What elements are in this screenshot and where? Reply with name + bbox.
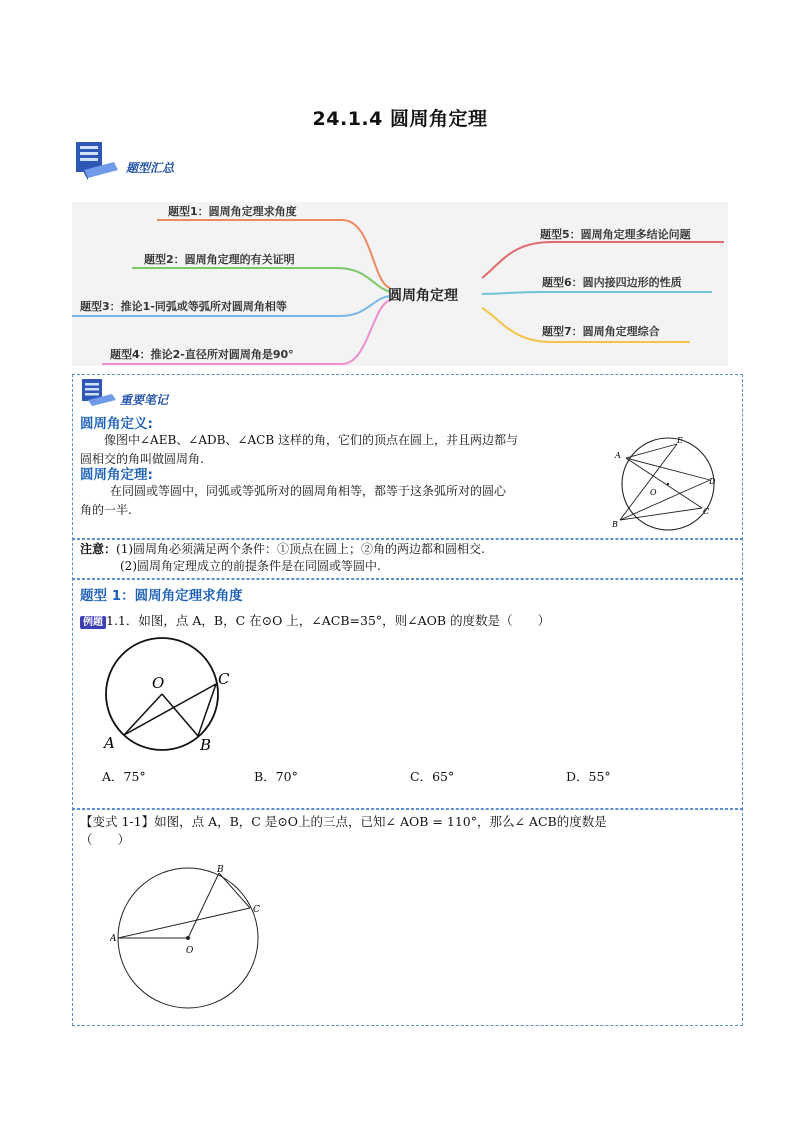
- mindmap-center: 圆周角定理: [388, 288, 458, 304]
- var-fig-label-b: B: [217, 865, 224, 875]
- option-a[interactable]: A．75°: [102, 769, 146, 784]
- mindmap-item-5: 题型5：圆周角定理多结论问题: [540, 228, 691, 241]
- var-fig-label-o: O: [186, 946, 194, 956]
- fig1-label-d: D: [709, 477, 716, 486]
- mindmap-item-3: 题型3：推论1-同弧或等弧所对圆周角相等: [80, 300, 287, 313]
- attention-line-1: (1)圆周角必须满足两个条件：①顶点在圆上；②角的两边都和圆相交.: [116, 542, 485, 556]
- circle-figure-example: [98, 636, 248, 756]
- theorem-heading: 圆周角定理:: [80, 467, 153, 483]
- summary-label: 题型汇总: [126, 161, 175, 175]
- example-question: 1.1．如图，点 A，B，C 在⊙O 上，∠ACB=35°，则∠AOB 的度数是（ ）: [106, 613, 551, 628]
- option-b[interactable]: B．70°: [254, 769, 298, 784]
- fig1-label-e: E: [677, 436, 683, 445]
- fig1-label-b: B: [612, 520, 618, 529]
- var-fig-label-c: C: [253, 905, 260, 915]
- attention-label: 注意：: [80, 542, 117, 556]
- book-icon: [74, 140, 120, 180]
- var-fig-label-a: A: [110, 934, 117, 944]
- ex-fig-label-c: C: [218, 670, 230, 688]
- mindmap-item-2: 题型2：圆周角定理的有关证明: [144, 253, 295, 266]
- attention-line-2: (2)圆周角定理成立的前提条件是在同圆或等圆中.: [120, 559, 381, 573]
- theorem-line-2: 角的一半.: [80, 503, 132, 517]
- theorem-line-1: 在同圆或等圆中，同弧或等弧所对的圆周角相等，都等于这条弧所对的圆心: [110, 484, 507, 498]
- topic1-heading: 题型 1：圆周角定理求角度: [80, 588, 243, 604]
- notes-label: 重要笔记: [120, 393, 169, 407]
- notebook-icon: [80, 378, 118, 408]
- ex-fig-label-b: B: [200, 736, 212, 754]
- example-question-row: [80, 611, 550, 632]
- mindmap-item-1: 题型1：圆周角定理求角度: [168, 205, 297, 218]
- circle-figure-variant: [110, 860, 270, 1020]
- variant1-question-line-2: （ ）: [80, 832, 131, 847]
- definition-line-2: 圆相交的角叫做圆周角.: [80, 452, 204, 466]
- variant1-question-line-1: 【变式 1-1】如图，点 A，B，C 是⊙O上的三点，已知∠ AOB = 110°，那么∠ ACB的度数是: [80, 814, 607, 829]
- option-d[interactable]: D．55°: [566, 769, 611, 784]
- option-c[interactable]: C．65°: [410, 769, 455, 784]
- ex-fig-label-o: O: [152, 674, 165, 692]
- example-badge: 例题: [80, 616, 106, 629]
- mindmap-item-6: 题型6：圆内接四边形的性质: [542, 276, 682, 289]
- definition-heading: 圆周角定义:: [80, 416, 153, 432]
- fig1-label-c: C: [703, 507, 710, 516]
- mindmap: [72, 202, 728, 366]
- ex-fig-label-a: A: [104, 734, 115, 752]
- page-title: 24.1.4 圆周角定理: [312, 108, 488, 130]
- mindmap-item-7: 题型7：圆周角定理综合: [542, 325, 660, 338]
- fig1-label-o: O: [650, 488, 657, 497]
- fig1-label-a: A: [615, 451, 621, 460]
- circle-figure-definition: [606, 432, 730, 532]
- definition-line-1: 像图中∠AEB、∠ADB、∠ACB 这样的角，它们的顶点在圆上，并且两边都与: [104, 433, 518, 447]
- mindmap-item-4: 题型4：推论2-直径所对圆周角是90°: [110, 348, 294, 361]
